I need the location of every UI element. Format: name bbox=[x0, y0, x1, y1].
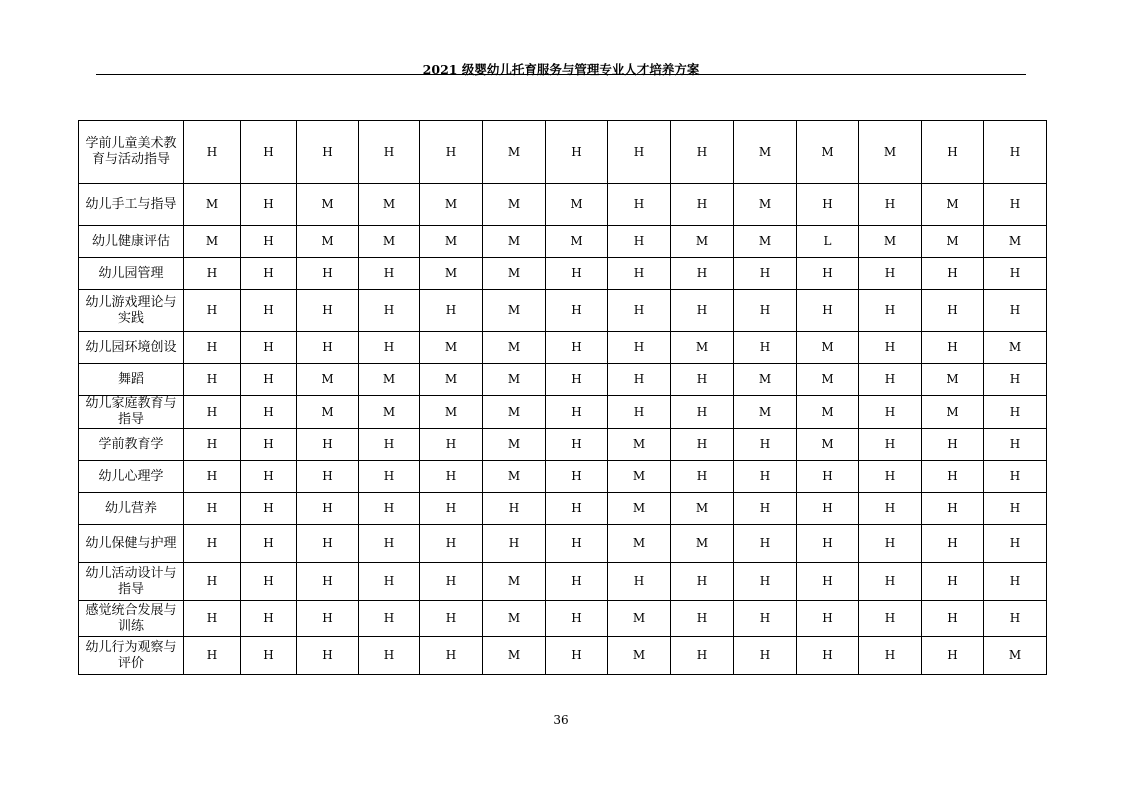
course-name-cell: 幼儿家庭教育与指导 bbox=[79, 396, 184, 429]
rating-cell: H bbox=[359, 332, 420, 364]
rating-cell: H bbox=[859, 332, 922, 364]
rating-cell: M bbox=[922, 396, 984, 429]
rating-cell: M bbox=[297, 184, 359, 226]
rating-cell: M bbox=[483, 226, 546, 258]
rating-cell: H bbox=[797, 493, 859, 525]
rating-cell: H bbox=[420, 121, 483, 184]
rating-cell: M bbox=[359, 364, 420, 396]
rating-cell: H bbox=[671, 601, 734, 637]
rating-cell: H bbox=[797, 184, 859, 226]
rating-cell: H bbox=[608, 226, 671, 258]
rating-cell: H bbox=[922, 525, 984, 563]
rating-cell: M bbox=[483, 184, 546, 226]
rating-cell: M bbox=[922, 184, 984, 226]
rating-cell: H bbox=[922, 637, 984, 675]
rating-cell: M bbox=[483, 364, 546, 396]
course-name-cell: 学前教育学 bbox=[79, 429, 184, 461]
rating-cell: H bbox=[734, 332, 797, 364]
rating-cell: M bbox=[984, 637, 1047, 675]
rating-cell: H bbox=[241, 563, 297, 601]
rating-cell: H bbox=[922, 429, 984, 461]
rating-cell: M bbox=[483, 637, 546, 675]
rating-cell: M bbox=[483, 563, 546, 601]
rating-cell: H bbox=[184, 601, 241, 637]
rating-cell: H bbox=[420, 429, 483, 461]
course-name-cell: 幼儿园管理 bbox=[79, 258, 184, 290]
rating-cell: H bbox=[671, 290, 734, 332]
rating-cell: H bbox=[546, 332, 608, 364]
rating-cell: H bbox=[546, 601, 608, 637]
rating-cell: M bbox=[734, 184, 797, 226]
rating-cell: H bbox=[608, 563, 671, 601]
rating-cell: H bbox=[359, 601, 420, 637]
rating-cell: H bbox=[984, 525, 1047, 563]
rating-cell: H bbox=[359, 258, 420, 290]
rating-cell: M bbox=[671, 493, 734, 525]
rating-cell: M bbox=[297, 396, 359, 429]
rating-cell: H bbox=[734, 290, 797, 332]
rating-cell: H bbox=[297, 493, 359, 525]
rating-cell: M bbox=[922, 226, 984, 258]
rating-cell: H bbox=[297, 332, 359, 364]
rating-cell: H bbox=[483, 493, 546, 525]
rating-cell: H bbox=[184, 396, 241, 429]
rating-cell: M bbox=[797, 364, 859, 396]
rating-cell: M bbox=[184, 226, 241, 258]
rating-cell: H bbox=[797, 258, 859, 290]
rating-cell: H bbox=[859, 364, 922, 396]
header-rule bbox=[96, 74, 1026, 75]
rating-cell: H bbox=[184, 364, 241, 396]
rating-cell: H bbox=[734, 493, 797, 525]
rating-cell: M bbox=[483, 601, 546, 637]
rating-cell: H bbox=[608, 396, 671, 429]
rating-cell: H bbox=[241, 429, 297, 461]
rating-cell: H bbox=[420, 290, 483, 332]
rating-cell: M bbox=[797, 396, 859, 429]
course-matrix-table bbox=[78, 120, 1047, 675]
rating-cell: H bbox=[984, 364, 1047, 396]
course-name-cell: 舞蹈 bbox=[79, 364, 184, 396]
rating-cell: M bbox=[359, 184, 420, 226]
page-number: 36 bbox=[553, 713, 569, 727]
rating-cell: H bbox=[859, 563, 922, 601]
rating-cell: H bbox=[734, 525, 797, 563]
rating-cell: H bbox=[984, 290, 1047, 332]
rating-cell: H bbox=[359, 290, 420, 332]
rating-cell: M bbox=[671, 226, 734, 258]
rating-cell: H bbox=[546, 258, 608, 290]
course-name-cell: 幼儿保健与护理 bbox=[79, 525, 184, 563]
rating-cell: H bbox=[859, 601, 922, 637]
rating-cell: M bbox=[546, 226, 608, 258]
rating-cell: H bbox=[671, 258, 734, 290]
rating-cell: H bbox=[297, 461, 359, 493]
rating-cell: H bbox=[184, 637, 241, 675]
rating-cell: H bbox=[859, 429, 922, 461]
table-row bbox=[79, 184, 1047, 226]
rating-cell: H bbox=[241, 601, 297, 637]
rating-cell: H bbox=[184, 429, 241, 461]
rating-cell: H bbox=[359, 429, 420, 461]
rating-cell: M bbox=[483, 461, 546, 493]
rating-cell: H bbox=[241, 525, 297, 563]
rating-cell: H bbox=[241, 332, 297, 364]
rating-cell: M bbox=[359, 396, 420, 429]
rating-cell: H bbox=[241, 364, 297, 396]
rating-cell: H bbox=[241, 290, 297, 332]
rating-cell: H bbox=[671, 461, 734, 493]
rating-cell: H bbox=[859, 525, 922, 563]
rating-cell: H bbox=[608, 332, 671, 364]
rating-cell: M bbox=[483, 290, 546, 332]
rating-cell: H bbox=[734, 258, 797, 290]
rating-cell: H bbox=[797, 290, 859, 332]
rating-cell: H bbox=[671, 364, 734, 396]
rating-cell: M bbox=[184, 184, 241, 226]
rating-cell: M bbox=[608, 493, 671, 525]
rating-cell: M bbox=[797, 121, 859, 184]
rating-cell: H bbox=[297, 258, 359, 290]
rating-cell: M bbox=[922, 364, 984, 396]
rating-cell: M bbox=[608, 637, 671, 675]
rating-cell: H bbox=[420, 563, 483, 601]
rating-cell: H bbox=[859, 396, 922, 429]
rating-cell: M bbox=[608, 429, 671, 461]
table-row bbox=[79, 601, 1047, 637]
rating-cell: H bbox=[671, 396, 734, 429]
rating-cell: M bbox=[734, 396, 797, 429]
rating-cell: H bbox=[859, 461, 922, 493]
rating-cell: M bbox=[420, 184, 483, 226]
course-name-cell: 幼儿园环境创设 bbox=[79, 332, 184, 364]
rating-cell: H bbox=[984, 493, 1047, 525]
rating-cell: H bbox=[184, 258, 241, 290]
rating-cell: M bbox=[671, 525, 734, 563]
rating-cell: H bbox=[984, 429, 1047, 461]
rating-cell: M bbox=[483, 429, 546, 461]
table-row bbox=[79, 121, 1047, 184]
rating-cell: M bbox=[859, 226, 922, 258]
rating-cell: H bbox=[359, 121, 420, 184]
rating-cell: H bbox=[671, 429, 734, 461]
rating-cell: H bbox=[241, 396, 297, 429]
rating-cell: H bbox=[546, 461, 608, 493]
table-row bbox=[79, 461, 1047, 493]
rating-cell: M bbox=[483, 332, 546, 364]
rating-cell: M bbox=[297, 364, 359, 396]
table-row bbox=[79, 258, 1047, 290]
rating-cell: M bbox=[420, 258, 483, 290]
rating-cell: M bbox=[359, 226, 420, 258]
rating-cell: M bbox=[297, 226, 359, 258]
rating-cell: H bbox=[241, 226, 297, 258]
rating-cell: M bbox=[420, 226, 483, 258]
table-row bbox=[79, 637, 1047, 675]
rating-cell: H bbox=[420, 601, 483, 637]
course-name-cell: 幼儿健康评估 bbox=[79, 226, 184, 258]
table-row bbox=[79, 563, 1047, 601]
rating-cell: H bbox=[483, 525, 546, 563]
course-name-cell: 幼儿心理学 bbox=[79, 461, 184, 493]
rating-cell: H bbox=[184, 121, 241, 184]
table-row bbox=[79, 396, 1047, 429]
rating-cell: M bbox=[797, 429, 859, 461]
rating-cell: M bbox=[734, 121, 797, 184]
rating-cell: H bbox=[922, 290, 984, 332]
rating-cell: H bbox=[184, 493, 241, 525]
rating-cell: M bbox=[734, 364, 797, 396]
rating-cell: M bbox=[608, 601, 671, 637]
rating-cell: H bbox=[671, 184, 734, 226]
rating-cell: H bbox=[734, 461, 797, 493]
rating-cell: H bbox=[546, 396, 608, 429]
table-row bbox=[79, 364, 1047, 396]
rating-cell: H bbox=[359, 525, 420, 563]
rating-cell: H bbox=[184, 525, 241, 563]
rating-cell: H bbox=[859, 637, 922, 675]
rating-cell: H bbox=[922, 121, 984, 184]
rating-cell: M bbox=[797, 332, 859, 364]
rating-cell: H bbox=[671, 637, 734, 675]
course-name-cell: 幼儿营养 bbox=[79, 493, 184, 525]
course-name-cell: 幼儿行为观察与评价 bbox=[79, 637, 184, 675]
rating-cell: M bbox=[420, 396, 483, 429]
table-row bbox=[79, 525, 1047, 563]
rating-cell: H bbox=[734, 563, 797, 601]
rating-cell: H bbox=[420, 637, 483, 675]
rating-cell: H bbox=[608, 184, 671, 226]
rating-cell: H bbox=[546, 525, 608, 563]
rating-cell: M bbox=[859, 121, 922, 184]
rating-cell: M bbox=[420, 364, 483, 396]
rating-cell: H bbox=[608, 121, 671, 184]
rating-cell: H bbox=[241, 184, 297, 226]
rating-cell: H bbox=[797, 461, 859, 493]
rating-cell: H bbox=[734, 601, 797, 637]
rating-cell: H bbox=[671, 563, 734, 601]
rating-cell: H bbox=[984, 396, 1047, 429]
rating-cell: H bbox=[241, 121, 297, 184]
rating-cell: H bbox=[546, 493, 608, 525]
rating-cell: H bbox=[241, 637, 297, 675]
page-header-title: 2021 级婴幼儿托育服务与管理专业人才培养方案 bbox=[422, 62, 700, 77]
rating-cell: H bbox=[359, 637, 420, 675]
rating-cell: M bbox=[734, 226, 797, 258]
rating-cell: M bbox=[546, 184, 608, 226]
rating-cell: H bbox=[984, 121, 1047, 184]
rating-cell: M bbox=[483, 121, 546, 184]
rating-cell: L bbox=[797, 226, 859, 258]
rating-cell: H bbox=[297, 429, 359, 461]
rating-cell: H bbox=[546, 121, 608, 184]
rating-cell: H bbox=[546, 364, 608, 396]
rating-cell: H bbox=[241, 493, 297, 525]
course-name-cell: 学前儿童美术教育与活动指导 bbox=[79, 121, 184, 184]
rating-cell: H bbox=[984, 184, 1047, 226]
rating-cell: H bbox=[922, 332, 984, 364]
rating-cell: H bbox=[671, 121, 734, 184]
rating-cell: H bbox=[984, 461, 1047, 493]
rating-cell: H bbox=[859, 290, 922, 332]
rating-cell: M bbox=[984, 226, 1047, 258]
rating-cell: H bbox=[734, 429, 797, 461]
rating-cell: H bbox=[859, 493, 922, 525]
rating-cell: H bbox=[797, 637, 859, 675]
rating-cell: H bbox=[359, 461, 420, 493]
rating-cell: H bbox=[922, 461, 984, 493]
rating-cell: H bbox=[984, 601, 1047, 637]
table-row bbox=[79, 290, 1047, 332]
rating-cell: H bbox=[546, 290, 608, 332]
rating-cell: H bbox=[184, 461, 241, 493]
rating-cell: M bbox=[671, 332, 734, 364]
rating-cell: H bbox=[608, 364, 671, 396]
rating-cell: H bbox=[420, 525, 483, 563]
rating-cell: H bbox=[241, 258, 297, 290]
course-name-cell: 幼儿游戏理论与实践 bbox=[79, 290, 184, 332]
rating-cell: H bbox=[984, 258, 1047, 290]
rating-cell: H bbox=[297, 290, 359, 332]
rating-cell: H bbox=[297, 637, 359, 675]
rating-cell: H bbox=[297, 601, 359, 637]
rating-cell: H bbox=[184, 290, 241, 332]
rating-cell: H bbox=[859, 184, 922, 226]
rating-cell: M bbox=[483, 396, 546, 429]
rating-cell: H bbox=[297, 121, 359, 184]
course-name-cell: 感觉统合发展与训练 bbox=[79, 601, 184, 637]
rating-cell: H bbox=[359, 563, 420, 601]
rating-cell: M bbox=[984, 332, 1047, 364]
rating-cell: H bbox=[546, 429, 608, 461]
rating-cell: H bbox=[608, 290, 671, 332]
rating-cell: H bbox=[922, 258, 984, 290]
table-row bbox=[79, 332, 1047, 364]
rating-cell: H bbox=[734, 637, 797, 675]
rating-cell: H bbox=[420, 493, 483, 525]
table-row bbox=[79, 429, 1047, 461]
rating-cell: H bbox=[859, 258, 922, 290]
rating-cell: M bbox=[608, 461, 671, 493]
rating-cell: H bbox=[359, 493, 420, 525]
rating-cell: H bbox=[241, 461, 297, 493]
rating-cell: M bbox=[483, 258, 546, 290]
course-name-cell: 幼儿手工与指导 bbox=[79, 184, 184, 226]
rating-cell: M bbox=[420, 332, 483, 364]
rating-cell: H bbox=[184, 563, 241, 601]
rating-cell: H bbox=[608, 258, 671, 290]
rating-cell: H bbox=[546, 563, 608, 601]
rating-cell: H bbox=[797, 601, 859, 637]
course-name-cell: 幼儿活动设计与指导 bbox=[79, 563, 184, 601]
table-row bbox=[79, 493, 1047, 525]
rating-cell: H bbox=[420, 461, 483, 493]
table-row bbox=[79, 226, 1047, 258]
rating-cell: H bbox=[797, 525, 859, 563]
rating-cell: H bbox=[184, 332, 241, 364]
rating-cell: H bbox=[922, 493, 984, 525]
rating-cell: H bbox=[984, 563, 1047, 601]
rating-cell: M bbox=[608, 525, 671, 563]
rating-cell: H bbox=[922, 563, 984, 601]
rating-cell: H bbox=[297, 525, 359, 563]
rating-cell: H bbox=[546, 637, 608, 675]
rating-cell: H bbox=[922, 601, 984, 637]
rating-cell: H bbox=[297, 563, 359, 601]
rating-cell: H bbox=[797, 563, 859, 601]
